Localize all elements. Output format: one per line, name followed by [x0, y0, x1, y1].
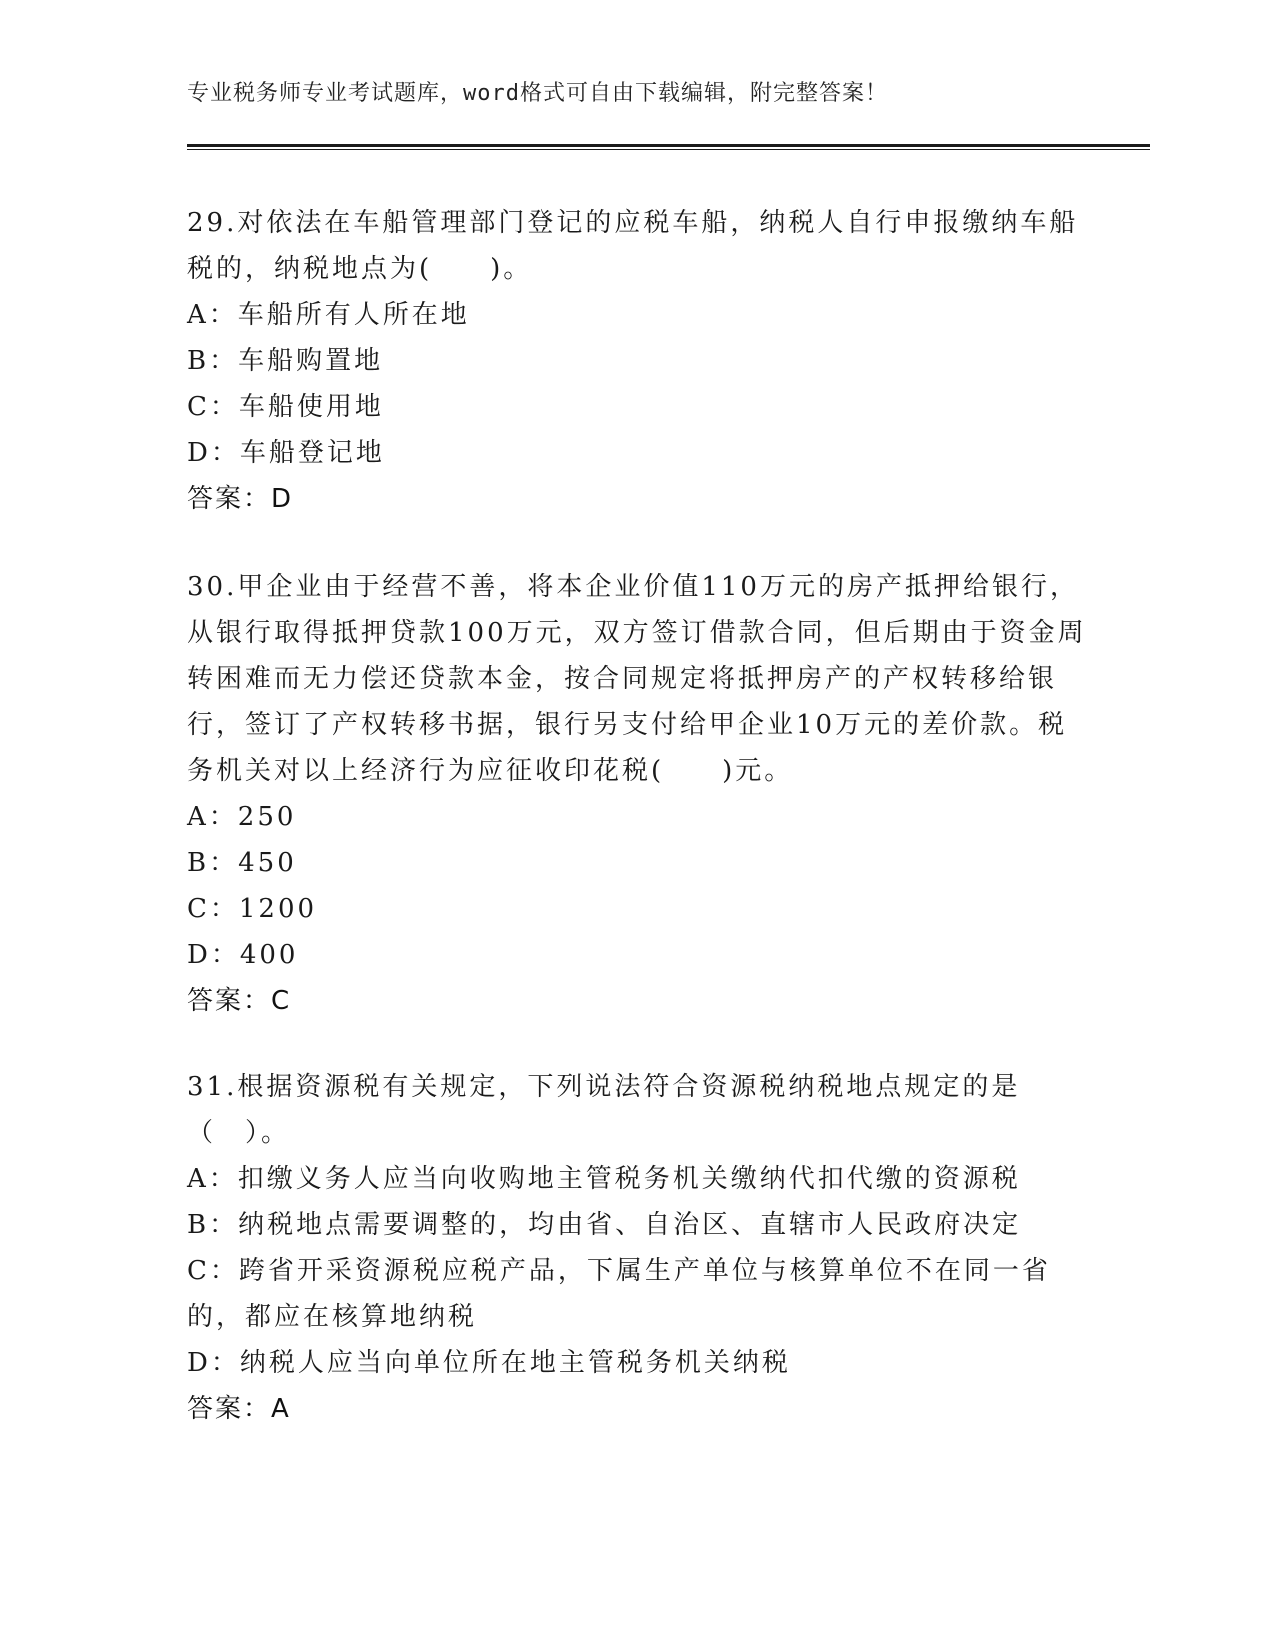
- question-stem: 29.对依法在车船管理部门登记的应税车船，纳税人自行申报缴纳车船税的，纳税地点为( )。: [187, 208, 1079, 284]
- question-29: [187, 200, 1087, 522]
- header-divider-thin: [187, 149, 1150, 150]
- option-c: C：跨省开采资源税应税产品，下属生产单位与核算单位不在同一省的，都应在核算地纳税: [187, 1256, 1051, 1332]
- page-header: 专业税务师专业考试题库，word格式可自由下载编辑，附完整答案！: [187, 81, 888, 106]
- question-31: [187, 1064, 1087, 1432]
- question-30: [187, 564, 1087, 1024]
- option-a: A：扣缴义务人应当向收购地主管税务机关缴纳代扣代缴的资源税: [187, 1164, 1021, 1194]
- option-a: A：车船所有人所在地: [187, 300, 470, 330]
- answer-line: 答案：D: [187, 484, 294, 514]
- option-c: C：1200: [187, 894, 318, 924]
- question-stem: 31.根据资源税有关规定，下列说法符合资源税纳税地点规定的是（ ）。: [187, 1072, 1021, 1148]
- option-d: D：400: [187, 940, 299, 970]
- answer-line: 答案：C: [187, 986, 292, 1016]
- option-d: D：纳税人应当向单位所在地主管税务机关纳税: [187, 1348, 791, 1378]
- option-b: B：纳税地点需要调整的，均由省、自治区、直辖市人民政府决定: [187, 1210, 1022, 1240]
- answer-line: 答案：A: [187, 1394, 291, 1424]
- option-b: B：车船购置地: [187, 346, 384, 376]
- option-b: B：450: [187, 848, 297, 878]
- option-a: A：250: [187, 802, 297, 832]
- option-c: C：车船使用地: [187, 392, 384, 422]
- option-d: D：车船登记地: [187, 438, 385, 468]
- question-stem: 30.甲企业由于经营不善，将本企业价值110万元的房产抵押给银行，从银行取得抵押贷款100万元，双方签订借款合同，但后期由于资金周转困难而无力偿还贷款本金，按合同规定将抵押房产的产权转移给银行，签订了产权转移书据，银行另支付给甲企业10万元的差价款。税务机关对以上经济行为应征收印花税( )元。: [187, 572, 1087, 786]
- header-divider-thick: [187, 144, 1150, 147]
